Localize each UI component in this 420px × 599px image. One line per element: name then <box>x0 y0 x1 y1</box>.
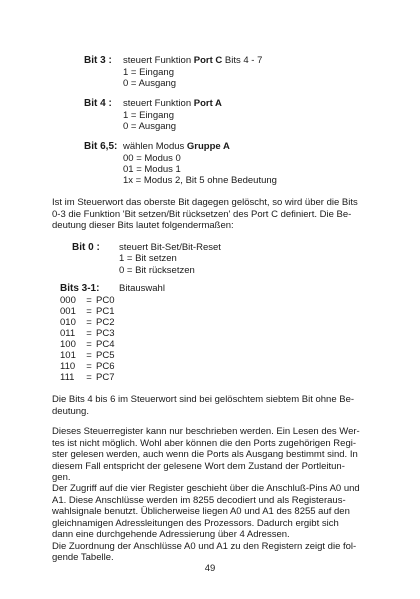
row-eq: = <box>86 328 92 339</box>
paragraph-4-line: gende Tabelle. <box>52 552 114 563</box>
paragraph-3-line: Dieses Steuerregister kann nur beschrieben werden. Ein Lesen des Wer- <box>52 426 360 437</box>
paragraph-3-line: ster gelesen werden, auch wenn die Ports als Ausgang bestimmt sind. In <box>52 449 358 460</box>
bit4-line1-bold: Port A <box>193 98 222 109</box>
row-code: 110 <box>60 361 76 372</box>
bits31-label: Bits 3-1: <box>60 283 100 294</box>
page-number: 49 <box>204 563 216 574</box>
row-pc: PC0 <box>96 295 115 306</box>
table-row <box>60 317 114 328</box>
table-row <box>60 328 114 339</box>
bit65-line1-bold: Gruppe A <box>186 141 230 152</box>
row-code: 101 <box>60 350 76 361</box>
paragraph-4-line: A1. Diese Anschlüsse werden im 8255 decodiert und als Registeraus- <box>52 494 346 506</box>
row-eq: = <box>86 350 92 361</box>
bit3-line1 <box>123 55 262 66</box>
row-code: 111 <box>60 372 75 383</box>
bit3-line1-pre: steuert Funktion <box>123 55 194 66</box>
bit0-line2: 1 = Bit setzen <box>119 253 177 264</box>
row-eq: = <box>86 339 92 350</box>
row-code: 100 <box>60 339 76 350</box>
row-pc: PC4 <box>96 339 115 350</box>
row-eq: = <box>86 361 92 372</box>
bit65-line3: 01 = Modus 1 <box>123 164 181 175</box>
paragraph-4-line: Die Zuordnung der Anschlüsse A0 und A1 zu den Registern zeigt die fol- <box>52 540 357 552</box>
paragraph-4-line: gleichnamigen Adressleitungen des Prozessors. Dadurch ergibt sich <box>52 517 339 529</box>
bit3-line2: 1 = Eingang <box>123 67 174 78</box>
table-row <box>60 361 114 372</box>
paragraph-3-line: diesem Fall entspricht der gelesene Wort dem Zustand der Portleitun- <box>52 460 345 472</box>
paragraph-2-line: deutung. <box>52 405 89 417</box>
bit0-label: Bit 0 : <box>72 242 100 253</box>
paragraph-4-line: wahlsignale benutzt. Üblicherweise liegen A0 und A1 des 8255 auf den <box>52 506 350 517</box>
row-code: 000 <box>60 295 76 306</box>
bit4-line1-pre: steuert Funktion <box>123 98 194 109</box>
row-pc: PC2 <box>96 317 115 328</box>
row-code: 010 <box>60 317 76 328</box>
paragraph-1-line: deutung dieser Bits lautet folgendermaßen: <box>52 220 234 231</box>
bit4-line2: 1 = Eingang <box>123 110 174 121</box>
row-eq: = <box>86 295 92 306</box>
row-pc: PC1 <box>96 306 115 317</box>
paragraph-3-line: gen. <box>52 472 71 483</box>
bit3-line1-post: Bits 4 - 7 <box>222 55 263 66</box>
paragraph-3 <box>52 426 380 484</box>
row-eq: = <box>86 306 92 317</box>
row-pc: PC3 <box>96 328 115 339</box>
bit65-line4: 1x = Modus 2, Bit 5 ohne Bedeutung <box>123 175 277 186</box>
table-row <box>60 372 114 383</box>
paragraph-2 <box>52 394 380 417</box>
bit4-line1 <box>123 98 222 109</box>
bit65-line2: 00 = Modus 0 <box>123 153 181 164</box>
row-code: 001 <box>60 306 76 317</box>
table-row <box>60 339 114 350</box>
table-row <box>60 295 114 306</box>
paragraph-3-line: tes ist nicht möglich. Wohl aber können die den Ports zugehörigen Regi- <box>52 437 356 449</box>
bits31-heading: Bitauswahl <box>119 283 165 294</box>
bit4-line3: 0 = Ausgang <box>123 121 177 132</box>
bit65-line1-pre: wählen Modus <box>123 141 187 152</box>
paragraph-4-line: dann eine durchgehende Adressierung über 4 Adressen. <box>52 529 290 540</box>
bit3-line3: 0 = Ausgang <box>123 78 177 89</box>
row-eq: = <box>86 317 92 328</box>
bit3-label: Bit 3 : <box>84 55 112 66</box>
paragraph-1-line: 0-3 die Funktion 'Bit setzen/Bit rücksetzen' des Port C definiert. Die Be- <box>52 208 352 220</box>
bit0-line3: 0 = Bit rücksetzen <box>119 265 195 276</box>
paragraph-1 <box>52 197 380 232</box>
paragraph-4 <box>52 483 380 564</box>
table-row <box>60 350 114 361</box>
paragraph-1-line: Ist im Steuerwort das oberste Bit dagegen gelöscht, so wird über die Bits <box>52 197 358 208</box>
table-row <box>60 306 114 317</box>
bit65-line1 <box>123 141 230 152</box>
paragraph-2-line: Die Bits 4 bis 6 im Steuerwort sind bei gelöschtem siebtem Bit ohne Be- <box>52 394 355 405</box>
row-pc: PC6 <box>96 361 115 372</box>
row-eq: = <box>86 372 92 383</box>
bit65-label: Bit 6,5: <box>84 141 118 152</box>
paragraph-4-line: Der Zugriff auf die vier Register geschieht über die Anschluß-Pins A0 und <box>52 483 360 494</box>
bit0-line1: steuert Bit-Set/Bit-Reset <box>119 242 221 253</box>
bit4-label: Bit 4 : <box>84 98 112 109</box>
row-pc: PC7 <box>96 372 115 383</box>
row-pc: PC5 <box>96 350 115 361</box>
bit3-line1-bold: Port C <box>193 55 223 66</box>
row-code: 011 <box>60 328 76 339</box>
